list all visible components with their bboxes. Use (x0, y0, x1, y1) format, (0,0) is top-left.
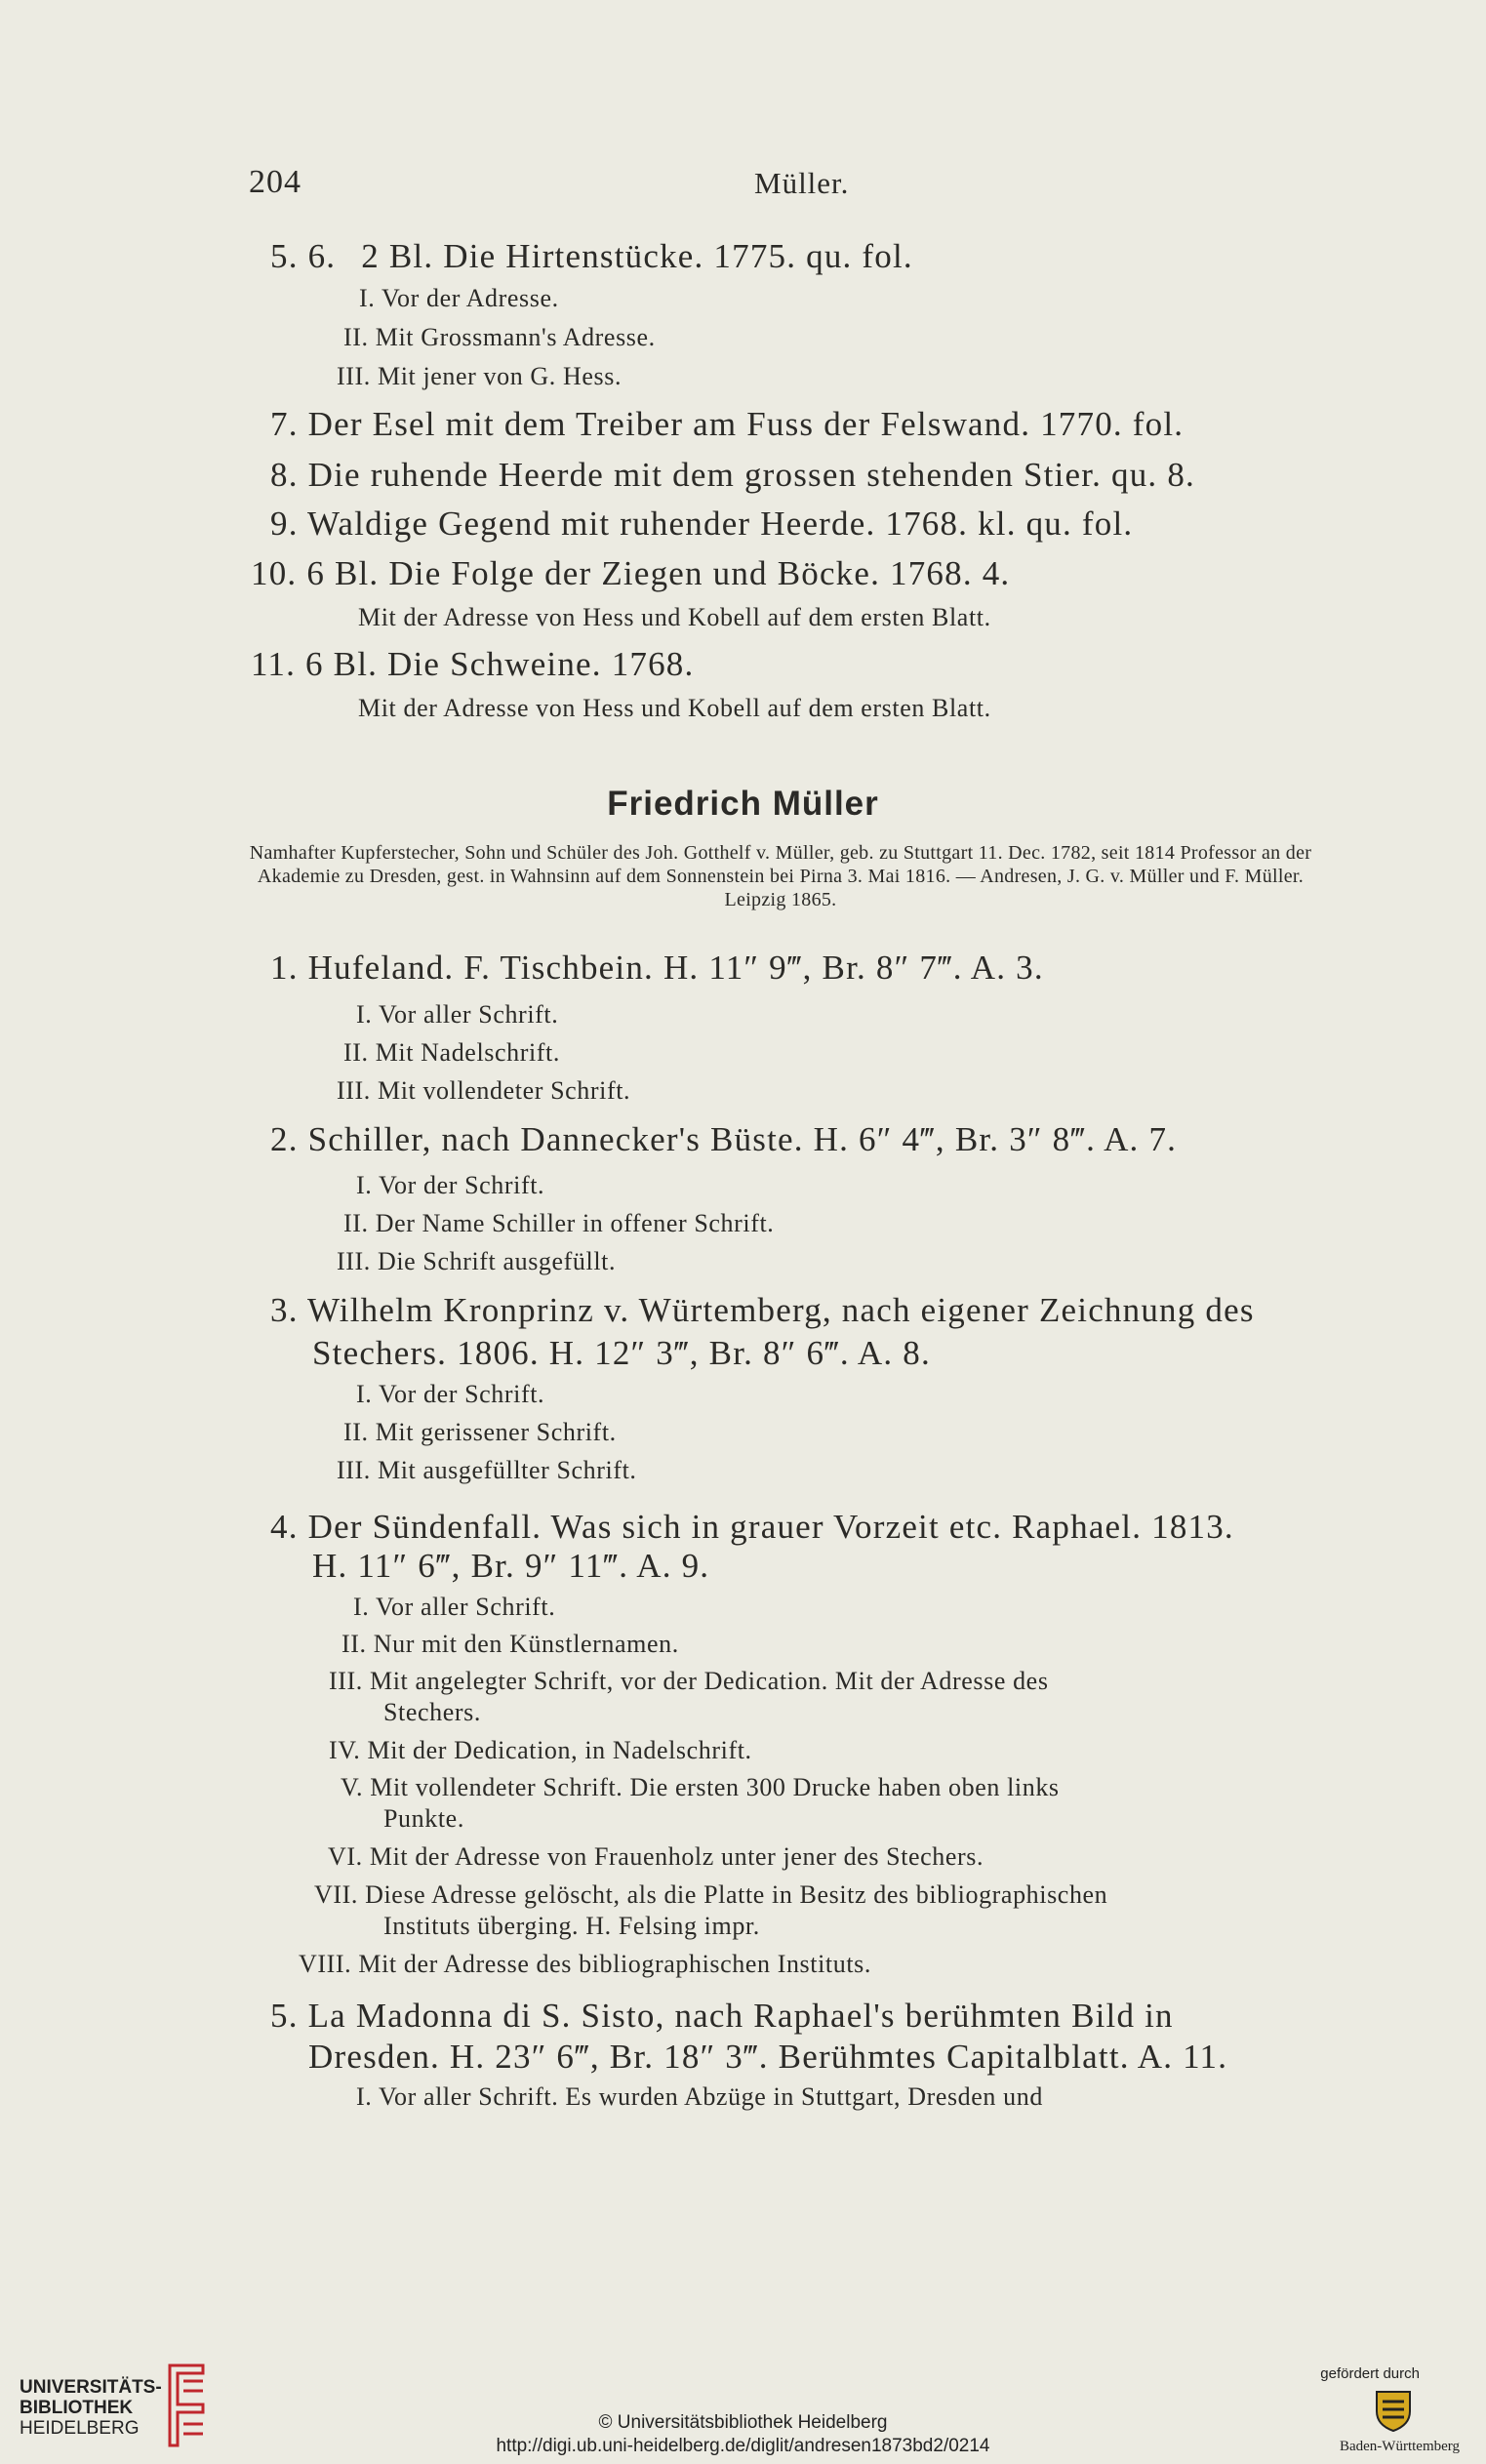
entry-5-line-2: Dresden. H. 23″ 6‴, Br. 18″ 3‴. Berühmtes Capitalblatt. A. 11. (308, 2038, 1228, 2076)
page-number: 204 (249, 164, 301, 200)
artist-biography: Namhafter Kupferstecher, Sohn und Schüler des Joh. Gotthelf v. Müller, geb. zu Stuttgart 11. Dec. 1782, seit 1814 Professor an der Akademie zu Dresden, gest. in Wahnsinn auf dem Sonnenstein bei Pirna 3. Mai 1816. — Andresen, J. G. v. Müller und F. Müller. Leipzig 1865. (249, 842, 1312, 910)
section-title: Friedrich Müller (607, 785, 879, 823)
state-line: I. Vor aller Schrift. (353, 1593, 556, 1621)
state-line: VIII. Mit der Adresse des bibliographischen Instituts. (299, 1950, 871, 1978)
entry-4-line-1: 4. Der Sündenfall. Was sich in grauer Vorzeit etc. Raphael. 1813. (270, 1508, 1234, 1546)
state-line: I. Vor aller Schrift. Es wurden Abzüge in Stuttgart, Dresden und (356, 2082, 1043, 2111)
funder-name: Baden-Württemberg (1339, 2439, 1460, 2454)
state-line: III. Mit ausgefüllter Schrift. (337, 1456, 637, 1484)
entry-8: 8. Die ruhende Heerde mit dem grossen stehenden Stier. qu. 8. (270, 456, 1195, 494)
state-line: I. Vor aller Schrift. (356, 1000, 559, 1029)
entry-text: 2 Bl. Die Hirtenstücke. 1775. qu. fol. (361, 237, 913, 275)
state-line: I. Vor der Schrift. (356, 1171, 545, 1199)
entry-9: 9. Waldige Gegend mit ruhender Heerde. 1768. kl. qu. fol. (270, 505, 1134, 543)
coat-of-arms-icon (1369, 2388, 1418, 2433)
state-line-cont: Stechers. (383, 1698, 481, 1726)
state-line: III. Mit angelegter Schrift, vor der Dedication. Mit der Adresse des (329, 1667, 1049, 1695)
library-name-line-1: UNIVERSITÄTS- (20, 2377, 162, 2398)
entry-1: 1. Hufeland. F. Tischbein. H. 11″ 9‴, Br. 8″ 7‴. A. 3. (270, 949, 1044, 987)
state-line: VII. Diese Adresse gelöscht, als die Platte in Besitz des bibliographischen (314, 1880, 1108, 1909)
library-name-line-2: BIBLIOTHEK (20, 2398, 134, 2418)
entry-3-line-2: Stechers. 1806. H. 12″ 3‴, Br. 8″ 6‴. A. 8. (312, 1334, 931, 1372)
state-line: III. Mit jener von G. Hess. (337, 362, 623, 390)
entry-4-line-2: H. 11″ 6‴, Br. 9″ 11‴. A. 9. (312, 1547, 710, 1585)
library-name-line-3: HEIDELBERG (20, 2418, 140, 2439)
source-url[interactable]: http://digi.ub.uni-heidelberg.de/diglit/andresen1873bd2/0214 (496, 2436, 990, 2456)
state-line: IV. Mit der Dedication, in Nadelschrift. (329, 1736, 752, 1764)
state-line: III. Mit vollendeter Schrift. (337, 1076, 631, 1105)
state-line: V. Mit vollendeter Schrift. Die ersten 300 Drucke haben oben links (341, 1773, 1060, 1801)
entry-number: 5. 6. (270, 237, 337, 275)
entry-11-note: Mit der Adresse von Hess und Kobell auf dem ersten Blatt. (358, 694, 991, 722)
state-line-cont: Punkte. (383, 1804, 464, 1833)
entry-10-note: Mit der Adresse von Hess und Kobell auf dem ersten Blatt. (358, 603, 991, 631)
entry-7: 7. Der Esel mit dem Treiber am Fuss der Felswand. 1770. fol. (270, 405, 1185, 443)
running-title: Müller. (754, 166, 850, 200)
state-line: II. Mit gerissener Schrift. (343, 1418, 617, 1446)
state-line: II. Mit Nadelschrift. (343, 1038, 560, 1067)
entry-5-line-1: 5. La Madonna di S. Sisto, nach Raphael's berühmten Bild in (270, 1997, 1174, 2035)
state-line: I. Vor der Adresse. (359, 284, 559, 312)
entry-2: 2. Schiller, nach Dannecker's Büste. H. 6″ 4‴, Br. 3″ 8‴. A. 7. (270, 1120, 1178, 1158)
state-line: II. Nur mit den Künstlernamen. (341, 1630, 679, 1658)
funded-by-label: gefördert durch (1320, 2365, 1420, 2382)
state-line: III. Die Schrift ausgefüllt. (337, 1247, 617, 1275)
state-line: II. Der Name Schiller in offener Schrift. (343, 1209, 775, 1237)
state-line: II. Mit Grossmann's Adresse. (343, 323, 656, 351)
entry-3-line-1: 3. Wilhelm Kronprinz v. Würtemberg, nach eigener Zeichnung des (270, 1291, 1255, 1329)
state-line-cont: Instituts überging. H. Felsing impr. (383, 1912, 760, 1940)
entry-11: 11. 6 Bl. Die Schweine. 1768. (251, 645, 695, 683)
state-line: I. Vor der Schrift. (356, 1380, 545, 1408)
state-line: VI. Mit der Adresse von Frauenholz unter jener des Stechers. (328, 1842, 984, 1871)
entry-10: 10. 6 Bl. Die Folge der Ziegen und Böcke. 1768. 4. (251, 554, 1011, 592)
copyright-notice: © Universitätsbibliothek Heidelberg (598, 2412, 888, 2433)
entry-5-6 (270, 237, 913, 276)
